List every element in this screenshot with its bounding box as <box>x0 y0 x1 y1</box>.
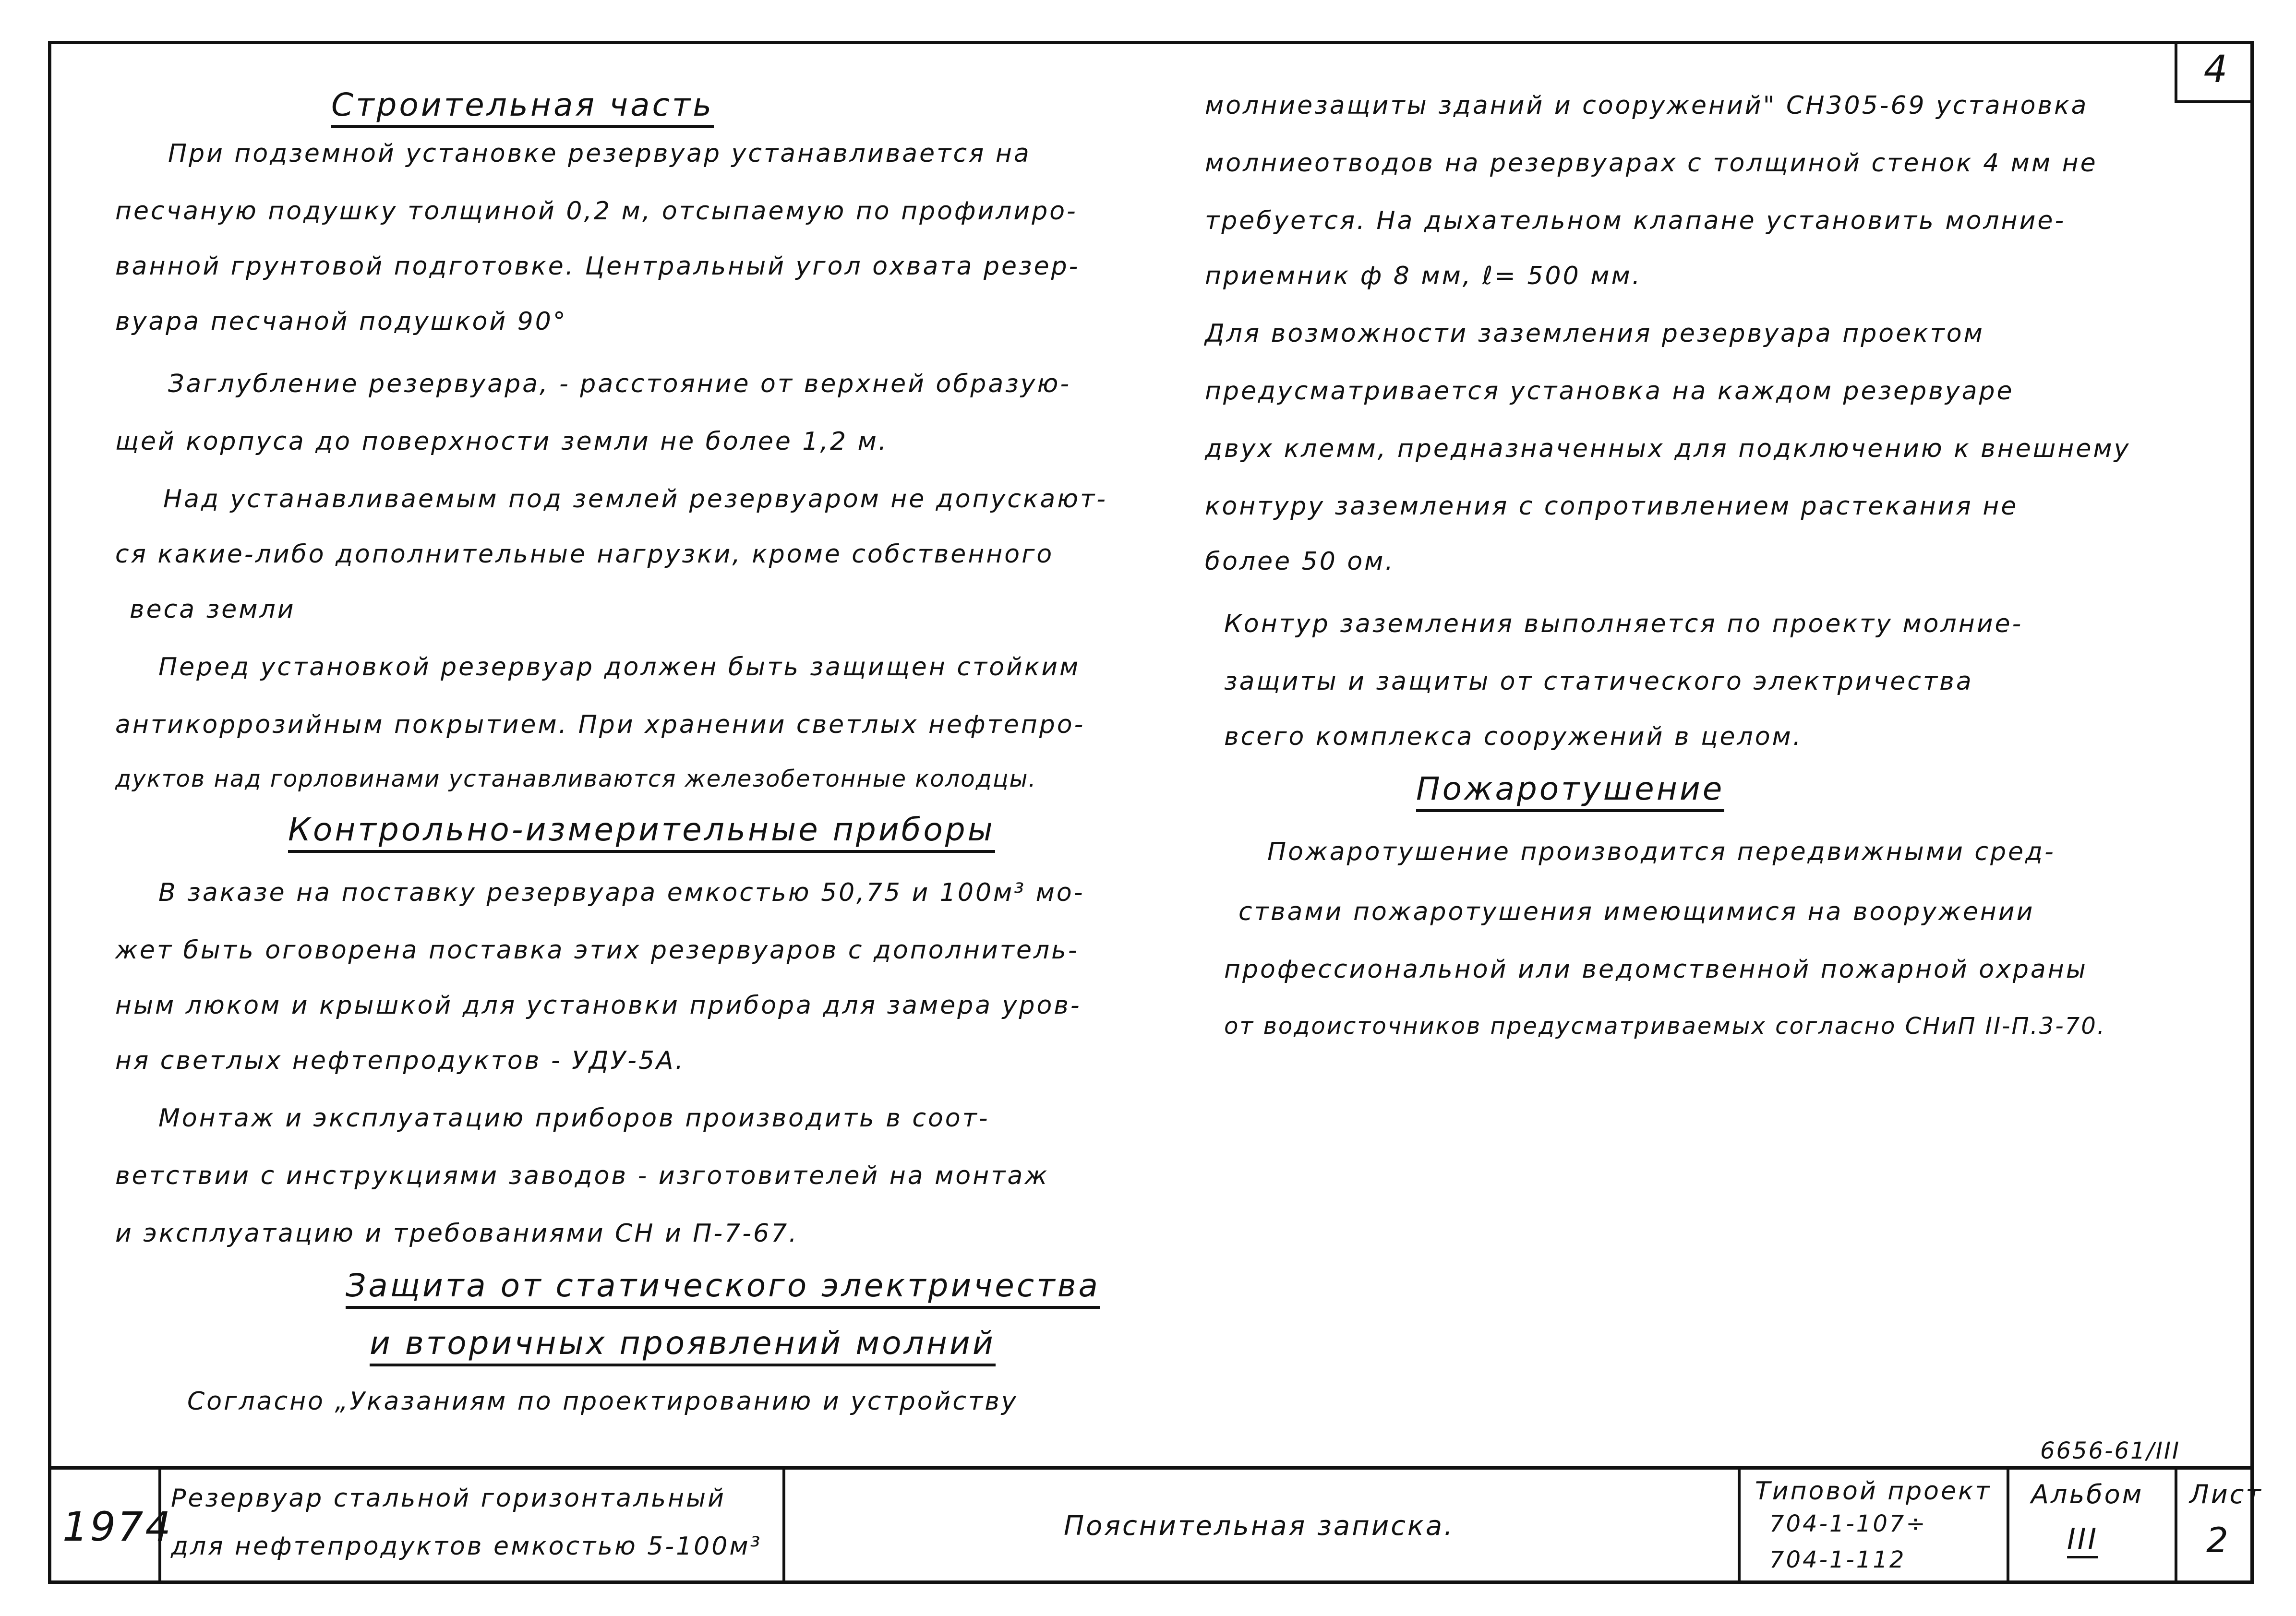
document-name: Пояснительная записка. <box>1064 1510 1455 1542</box>
sheet-cell <box>2175 1470 2263 1584</box>
project-number-2: 704-1-112 <box>1769 1546 1906 1573</box>
text-line: от водоисточников предусматриваемых согласно СНиП II-П.3-70. <box>1224 1013 2106 1040</box>
text-line: Контур заземления выполняется по проекту молние- <box>1224 610 2023 638</box>
text-line: двух клемм, предназначенных для подключению к внешнему <box>1205 434 2131 463</box>
page-number: 4 <box>2175 41 2254 103</box>
title-block <box>48 1466 2263 1584</box>
text-line: ствами пожаротушения имеющимися на вооружении <box>1238 898 2035 926</box>
text-line: Заглубление резервуара, - расстояние от верхней образую- <box>168 370 1071 398</box>
heading-static-protection-cont: и вторичных проявлений молний <box>370 1325 996 1366</box>
heading-fire-fighting: Пожаротушение <box>1416 770 1724 812</box>
heading-static-protection: Защита от статического электричества <box>346 1267 1100 1309</box>
project-number-1: 704-1-107÷ <box>1769 1510 1927 1537</box>
text-line: жет быть оговорена поставка этих резервуаров с дополнитель- <box>115 936 1079 965</box>
text-line: защиты и защиты от статического электричества <box>1224 667 1973 696</box>
project-label: Типовой проект <box>1755 1477 1992 1506</box>
text-line: При подземной установке резервуар устанавливается на <box>168 139 1031 168</box>
album-label: Альбом <box>2031 1479 2144 1509</box>
text-line: приемник ф 8 мм, ℓ= 500 мм. <box>1205 262 1642 290</box>
text-line: Пожаротушение производится передвижными сред- <box>1267 838 2056 866</box>
text-line: контуру заземления с сопротивлением растекания не <box>1205 492 2019 521</box>
text-line: профессиональной или ведомственной пожарной охраны <box>1224 955 2088 984</box>
text-line: ным люком и крышкой для установки прибора для замера уров- <box>115 991 1082 1020</box>
document-code: 6656-61/III <box>2040 1437 2181 1464</box>
text-line: Над устанавливаемым под землей резервуаром не допускают- <box>163 485 1108 514</box>
text-line: ванной грунтовой подготовке. Центральный угол охвата резер- <box>115 252 1080 281</box>
title-line-2: для нефтепродуктов емкостью 5-100м³ <box>171 1532 762 1561</box>
sheet-label: Лист <box>2189 1479 2263 1509</box>
text-line: Для возможности заземления резервуара проектом <box>1205 319 1984 348</box>
text-line: Перед установкой резервуар должен быть защищен стойким <box>158 653 1081 682</box>
title-cell <box>158 1470 782 1584</box>
text-line: Согласно „Указаниям по проектированию и устройству <box>187 1387 1018 1416</box>
text-line: требуется. На дыхательном клапане установить молние- <box>1205 206 2066 235</box>
text-line: дуктов над горловинами устанавливаются железобетонные колодцы. <box>115 766 1037 792</box>
heading-instruments: Контрольно-измерительные приборы <box>288 811 995 853</box>
text-line: предусматривается установка на каждом резервуаре <box>1205 377 2014 406</box>
sheet-value: 2 <box>2206 1520 2230 1560</box>
album-value: III <box>2067 1522 2098 1558</box>
heading-construction: Строительная часть <box>331 86 714 128</box>
text-line: антикоррозийным покрытием. При хранении светлых нефтепро- <box>115 710 1085 739</box>
text-line: молниеотводов на резервуарах с толщиной стенок 4 мм не <box>1205 149 2098 178</box>
album-cell <box>2007 1470 2175 1584</box>
year: 1974 <box>62 1503 173 1550</box>
text-line: щей корпуса до поверхности земли не более 1,2 м. <box>115 427 889 456</box>
project-cell <box>1738 1470 2007 1584</box>
text-line: вуара песчаной подушкой 90° <box>115 307 567 336</box>
text-line: и эксплуатацию и требованиями СН и П-7-67. <box>115 1219 799 1248</box>
text-line: веса земли <box>130 595 296 624</box>
text-line: Монтаж и эксплуатацию приборов производить в соот- <box>158 1104 990 1133</box>
title-line-1: Резервуар стальной горизонтальный <box>171 1484 726 1513</box>
text-line: всего комплекса сооружений в целом. <box>1224 722 1803 751</box>
text-line: ветствии с инструкциями заводов - изготовителей на монтаж <box>115 1161 1049 1190</box>
document-name-cell <box>782 1470 1738 1584</box>
text-line: молниезащиты зданий и сооружений" СН305-69 установка <box>1205 91 2089 120</box>
text-line: песчаную подушку толщиной 0,2 м, отсыпаемую по профилиро- <box>115 197 1078 226</box>
text-line: ня светлых нефтепродуктов - УДУ-5А. <box>115 1046 685 1075</box>
text-line: более 50 ом. <box>1205 547 1395 576</box>
text-line: В заказе на поставку резервуара емкостью 50,75 и 100м³ мо- <box>158 878 1085 907</box>
text-line: ся какие-либо дополнительные нагрузки, кроме собственного <box>115 540 1054 569</box>
